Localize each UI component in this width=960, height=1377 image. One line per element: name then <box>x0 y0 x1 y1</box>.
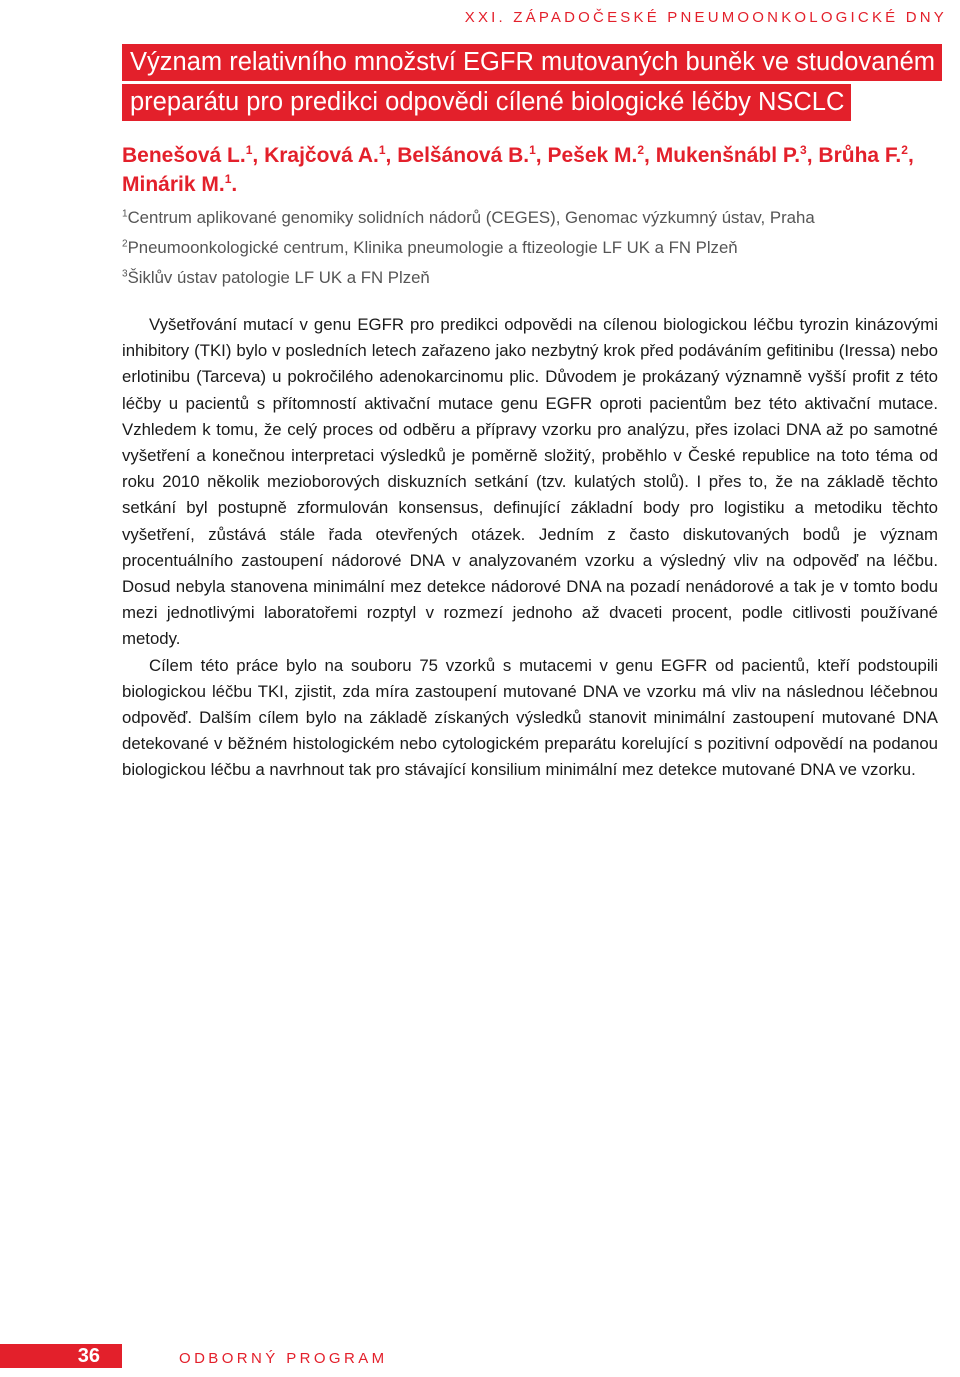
author-name: Belšánová B. <box>397 144 530 167</box>
author-name: Benešová L. <box>122 144 246 167</box>
title-line-2: preparátu pro predikci odpovědi cílené biologické léčby NSCLC <box>122 84 851 121</box>
author-affiliation-mark: 1 <box>245 143 253 157</box>
section-label: ODBORNÝ PROGRAM <box>179 1350 388 1367</box>
abstract-paragraph-1: Vyšetřování mutací v genu EGFR pro predikci odpovědi na cílenou biologickou léčbu tyrozin kinázovými inhibitory (TKI) bylo v posledních letech zařazeno jako nezbytný krok před podáváním gefitinibu (Iressa) nebo erlotinibu (Tarceva) u pokročilého adenokarcinomu plic. Důvodem je prokázaný významně vyšší profit z této léčby u pacientů s přítomností aktivační mutace genu EGFR oproti pacientům bez této aktivační mutace. Vzhledem k tomu, že celý proces od odběru a přípravy vzorku pro analýzu, přes izolaci DNA až po samotné vyšetření a konečnou interpretaci výsledků je poměrně složitý, proběhlo v České republice na toto téma od roku 2010 několik mezioborových diskuzních setkání (tzv. kulatých stolů). I přes to, že na základě těchto setkání byl postupně zformulován konsensus, definující základní body pro logistiku a metodiku těchto vyšetření, zůstává stále řada otevřených otázek. Jedním z často diskutovaných bodů je význam procentuálního zastoupení nádorové DNA v analyzovaném vzorku a výsledný vliv na odpověď na léčbu. Dosud nebyla stanovena minimální mez detekce nádorové DNA na pozadí nenádorové a tak je v tomto bodu mezi jednotlivými laboratořemi rozptyl v rozmezí jednoho až dvaceti procent, podle citlivosti používané metody. <box>122 315 938 649</box>
affiliation-number: 2 <box>122 238 128 250</box>
author-name: Brůha F. <box>818 144 902 167</box>
article-title <box>122 44 936 124</box>
abstract-paragraph-2: Cílem této práce bylo na souboru 75 vzorků s mutacemi v genu EGFR od pacientů, kteří podstoupili biologickou léčbu TKI, zjistit, zda míra zastoupení mutované DNA ve vzorku má vliv na následnou léčebnou odpověď. Dalším cílem bylo na základě získaných výsledků stanovit minimální zastoupení mutované DNA detekované v běžném histologickém nebo cytologickém preparátu korelující s pozitivní odpovědí na podanou biologickou léčbu a navrhnout tak pro stávající konsilium minimální mez detekce mutované DNA ve vzorku. <box>122 655 938 780</box>
author-affiliation-mark: 1 <box>224 172 232 186</box>
author-name: Minárik M. <box>122 173 225 196</box>
affiliation-text: Šiklův ústav patologie LF UK a FN Plzeň <box>127 268 430 287</box>
affiliation-number: 1 <box>122 208 128 220</box>
title-line-1: Význam relativního množství EGFR mutovaných buněk ve studovaném <box>122 44 942 81</box>
author-affiliation-mark: 2 <box>901 143 908 157</box>
affiliation-list <box>122 203 942 293</box>
author-affiliation-mark: 2 <box>637 143 645 157</box>
affiliation-number: 3 <box>122 268 128 280</box>
page-number: 36 <box>0 1344 122 1368</box>
affiliation-item <box>122 233 942 263</box>
affiliation-item <box>122 203 942 233</box>
affiliation-item <box>122 263 942 293</box>
author-name: Krajčová A. <box>264 144 379 167</box>
author-affiliation-mark: 1 <box>529 143 536 157</box>
affiliation-text: Centrum aplikované genomiky solidních nádorů (CEGES), Genomac výzkumný ústav, Praha <box>127 208 815 227</box>
author-affiliation-mark: 1 <box>378 143 386 157</box>
affiliation-text: Pneumoonkologické centrum, Klinika pneumologie a ftizeologie LF UK a FN Plzeň <box>127 238 738 257</box>
abstract-body <box>122 312 938 784</box>
author-name: Pešek M. <box>547 144 638 167</box>
author-name: Mukenšnábl P. <box>655 144 801 167</box>
author-list: Benešová L.$^1$, Krajčová A.$^1$, Belšánová B.$^1$, Pešek M.$^2$, Mukenšnábl P.$^3$, Brůha F.$^2$, Minárik M.$^1$. <box>122 143 914 196</box>
conference-header: XXI. ZÁPADOČESKÉ PNEUMOONKOLOGICKÉ DNY <box>464 9 947 26</box>
author-affiliation-mark: 3 <box>800 143 807 157</box>
